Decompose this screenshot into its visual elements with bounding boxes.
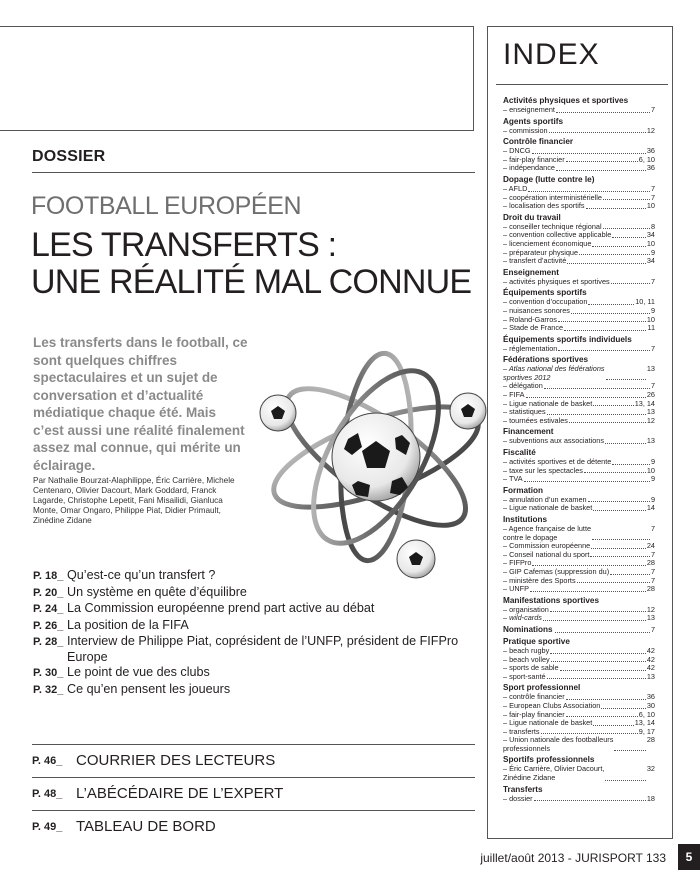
- index-entry-page: 6, 10: [638, 154, 655, 164]
- index-entry-label: – annulation d’un examen: [503, 494, 587, 504]
- index-entry-page: 13: [646, 407, 655, 417]
- index-entry-page: 36: [646, 692, 655, 702]
- dot-leader: [549, 127, 646, 134]
- index-section: [503, 213, 655, 266]
- dot-leader: [571, 307, 650, 314]
- dot-leader: [558, 345, 650, 352]
- index-entry-page: 7: [650, 549, 655, 559]
- dot-leader: [591, 542, 646, 549]
- dot-leader: [547, 408, 646, 415]
- index-entry-label: – European Clubs Association: [503, 700, 601, 710]
- index-entry-label: – Éric Carrière, Olivier Dacourt, Zinédine Zidane: [503, 764, 605, 783]
- index-entry[interactable]: [503, 765, 655, 782]
- index-entry[interactable]: [503, 106, 655, 115]
- index-entry-label: – transfert d’activité: [503, 256, 567, 266]
- authors-credit: Par Nathalie Bourzat-Alaphilippe, Éric Carrière, Michele Centenaro, Olivier Dacourt, Mark Goddard, Franck Lagarde, Christophe Lepetit, Fani Misailidi, Gianluca Monte, Omar Ongaro, Philippe Piat, Didier Primault, Zinédine Zidane: [33, 476, 235, 525]
- index-entry-label: – Ligue nationale de basket: [503, 718, 593, 728]
- section-label: DOSSIER: [32, 148, 475, 173]
- dot-leader: [530, 585, 646, 592]
- index-entry[interactable]: [503, 324, 655, 333]
- index-entry-label: – beach rugby: [503, 645, 550, 655]
- index-section: [503, 355, 655, 425]
- index-entry-page: 30: [646, 700, 655, 710]
- index-section: [503, 96, 655, 115]
- index-entry-page: 28: [646, 584, 655, 594]
- index-section: [503, 117, 655, 136]
- toc-item[interactable]: [33, 665, 473, 682]
- index-entry[interactable]: [503, 437, 655, 446]
- index-entry-label: – délégation: [503, 381, 543, 391]
- index-entry-label: – préparateur physique: [503, 247, 579, 257]
- feature-page: P. 48_: [32, 787, 63, 800]
- index-entry-label: – Conseil national du sport: [503, 549, 590, 559]
- index-entry-label: – ministère des Sports: [503, 575, 576, 585]
- index-entry-label: – Ligue nationale de basket: [503, 503, 593, 513]
- feature-title: COURRIER DES LECTEURS: [76, 752, 276, 769]
- toc-item[interactable]: [33, 585, 473, 602]
- index-entry-page: 10: [646, 465, 655, 475]
- index-section-title: Agents sportifs: [503, 116, 564, 126]
- index-entry-page: 10: [646, 314, 655, 324]
- dot-leader: [610, 568, 650, 575]
- dot-leader: [603, 194, 650, 201]
- index-entry[interactable]: [503, 736, 655, 753]
- index-section: [503, 625, 655, 635]
- index-entry-page: 9: [650, 474, 655, 484]
- dot-leader: [551, 656, 646, 663]
- index-entry-page: 32: [646, 764, 655, 774]
- dot-leader: [588, 298, 634, 305]
- dot-leader: [541, 728, 638, 735]
- index-entry-page: 42: [646, 645, 655, 655]
- index-entry-page: 10, 11: [635, 297, 655, 307]
- index-entry-page: 7: [650, 566, 655, 576]
- feature-page: P. 46_: [32, 754, 63, 767]
- index-entry-page: 13, 14: [634, 398, 655, 408]
- index-entry[interactable]: [503, 202, 655, 211]
- table-of-contents: [33, 568, 473, 698]
- dot-leader: [560, 664, 646, 671]
- index-entry[interactable]: [503, 504, 655, 513]
- football-atom-illustration: [252, 335, 500, 583]
- index-entry[interactable]: [503, 467, 655, 476]
- toc-title: Le point de vue des clubs: [67, 665, 210, 679]
- footer-issue: juillet/août 2013 - JURISPORT 133: [480, 851, 666, 865]
- index-entry-label: – FIFPro: [503, 558, 532, 568]
- index-entry-page: 36: [646, 163, 655, 173]
- index-entry-label: – sports de sable: [503, 663, 559, 673]
- index-entry-page: 34: [646, 230, 655, 240]
- index-entry-page: 9: [650, 494, 655, 504]
- toc-page: P. 18_: [33, 570, 64, 582]
- index-entry-page: 24: [646, 541, 655, 551]
- index-entry[interactable]: [503, 127, 655, 136]
- dot-leader: [532, 147, 646, 154]
- dot-leader: [612, 458, 650, 465]
- index-entry-label: – Stade de France: [503, 323, 564, 333]
- dot-leader: [586, 202, 646, 209]
- dot-leader: [605, 437, 646, 444]
- index-entry-page: 13: [646, 671, 655, 681]
- index-entry-page: 9: [650, 305, 655, 315]
- dot-leader: [612, 231, 646, 238]
- toc-title: Un système en quête d’équilibre: [67, 584, 247, 599]
- index-entry-label: – conseiller technique régional: [503, 221, 602, 231]
- index-entry-label: – TVA: [503, 474, 523, 484]
- small-ball-left: [260, 395, 296, 431]
- index-section: [503, 637, 655, 681]
- index-section-title: Contrôle financier: [503, 137, 574, 147]
- index-entry[interactable]: [503, 417, 655, 426]
- index-entry-page: 13, 14: [634, 718, 655, 728]
- index-section-title: Activités physiques et sportives: [503, 96, 629, 105]
- dot-leader: [603, 223, 650, 230]
- index-entry-page: 12: [646, 125, 655, 135]
- index-section: [503, 288, 655, 332]
- index-entry-label: – GIP Cafemas (suppression du): [503, 566, 610, 576]
- index-section: [503, 785, 655, 804]
- dot-leader: [524, 475, 650, 482]
- index-entry-label: – transferts: [503, 726, 540, 736]
- index-entry-label: – statistiques: [503, 407, 546, 417]
- toc-page: P. 20_: [33, 586, 64, 599]
- dot-leader: [588, 496, 650, 503]
- toc-page: P. 28_: [33, 636, 64, 648]
- toc-title: La position de la FIFA: [67, 617, 189, 632]
- index-entry-page: 26: [646, 390, 655, 400]
- page-number: 5: [678, 844, 700, 870]
- index-section-title: Dopage (lutte contre le): [503, 174, 595, 184]
- index-entry-page: 28: [646, 558, 655, 568]
- dot-leader: [593, 400, 633, 407]
- dot-leader: [606, 365, 646, 380]
- index-entry-page: 18: [646, 793, 655, 803]
- index-entry-page: 42: [646, 663, 655, 673]
- toc-item[interactable]: [33, 634, 473, 665]
- dot-leader: [566, 693, 646, 700]
- index-title: INDEX: [503, 38, 600, 71]
- index-section-title: Manifestations sportives: [503, 595, 599, 605]
- index-section: [503, 448, 655, 484]
- index-entry-label: – subventions aux associations: [503, 436, 605, 446]
- headline-line-2: UNE RÉALITÉ MAL CONNUE: [31, 263, 472, 301]
- dot-leader: [550, 606, 646, 613]
- index-entry-label: – organisation: [503, 604, 549, 614]
- index-entry-label: – contrôle financier: [503, 692, 565, 702]
- index-entry-label: – Atlas national des fédérations sportives 2012: [503, 364, 605, 382]
- index-section: [503, 137, 655, 173]
- toc-page: P. 30_: [33, 667, 64, 679]
- index-section: [503, 596, 655, 623]
- index-entry-label: – Agence française de lutte contre le dopage: [503, 524, 592, 542]
- index-entry-page: 12: [646, 604, 655, 614]
- index-entry-page: 11: [647, 323, 655, 333]
- index-entry[interactable]: [503, 278, 655, 287]
- index-entry-page: 36: [646, 146, 655, 156]
- index-entry-label: – licenciement économique: [503, 238, 592, 248]
- feature-title: L’ABÉCÉDAIRE DE L’EXPERT: [76, 785, 284, 802]
- index-entry[interactable]: [503, 585, 655, 594]
- index-section: [503, 683, 655, 753]
- headline-line-1: LES TRANSFERTS :: [31, 226, 337, 264]
- dot-leader: [566, 156, 638, 163]
- dot-leader: [611, 278, 650, 285]
- index-entry-label: – indépendance: [503, 163, 555, 173]
- index-section: [503, 268, 655, 287]
- index-entry-label: – Union nationale des footballeurs professionnels: [503, 735, 614, 753]
- index-section: [503, 515, 655, 594]
- index-entry-label: – commission: [503, 125, 548, 135]
- toc-page: P. 24_: [33, 603, 64, 615]
- index-entry-label: – enseignement: [503, 105, 555, 114]
- dot-leader: [593, 719, 633, 726]
- index-entry-page: 28: [646, 735, 655, 745]
- kicker: FOOTBALL EUROPÉEN: [31, 192, 302, 220]
- page-title: [31, 227, 481, 301]
- dot-leader: [547, 673, 646, 680]
- index-entry-label: – localisation des sportifs: [503, 201, 585, 211]
- dot-leader: [579, 249, 650, 256]
- feature-title: TABLEAU DE BORD: [76, 818, 216, 835]
- dot-leader: [566, 711, 638, 718]
- dot-leader: [534, 795, 646, 802]
- dot-leader: [532, 559, 645, 566]
- toc-item[interactable]: [33, 568, 473, 585]
- dot-leader: [590, 551, 650, 558]
- index-entry-page: 14: [646, 503, 655, 513]
- index-section: [503, 175, 655, 211]
- index-entry-page: 9, 17: [638, 726, 655, 736]
- index-entry-page: 7: [650, 183, 655, 193]
- index-entry-label: – réglementation: [503, 343, 558, 353]
- index-entry[interactable]: [503, 673, 655, 682]
- divider: [496, 84, 668, 85]
- index-section-title: Fiscalité: [503, 448, 536, 458]
- index-section: [503, 427, 655, 446]
- toc-title: Qu’est-ce qu’un transfert ?: [67, 568, 216, 582]
- toc-page: P. 32_: [33, 683, 64, 696]
- index-entry[interactable]: [503, 475, 655, 484]
- index-entry-label: – convention collective applicable: [503, 230, 612, 240]
- index-section-title: Enseignement: [503, 267, 559, 277]
- toc-title: La Commission européenne prend part active au débat: [67, 601, 375, 615]
- index-entry[interactable]: [503, 257, 655, 266]
- index-entry-page: 10: [646, 201, 655, 211]
- index-section-label: Nominations: [503, 624, 553, 634]
- index-entry-page: 8: [650, 221, 655, 231]
- dot-leader: [592, 240, 645, 247]
- index-entry-label: – nuisances sonores: [503, 305, 570, 315]
- feature-link-courrier[interactable]: [32, 744, 475, 776]
- index-entry[interactable]: [503, 795, 655, 804]
- dot-leader: [528, 185, 650, 192]
- index-entry-page: 7: [650, 624, 655, 634]
- index-entry-page: 9: [650, 247, 655, 257]
- index-entry-page: 7: [650, 343, 655, 353]
- index-entry-label: – activités physiques et sportives: [503, 276, 610, 286]
- index-entry-page: 9: [650, 457, 655, 467]
- index-section: [503, 755, 655, 782]
- index-entry[interactable]: [503, 614, 655, 623]
- feature-link-abecedaire[interactable]: [32, 777, 475, 809]
- index-section-title: [503, 625, 655, 635]
- index-entry-label: – sport-santé: [503, 671, 546, 681]
- index-entry-page: 42: [646, 654, 655, 664]
- toc-item[interactable]: [33, 682, 473, 699]
- index-entry-label: – coopération interministérielle: [503, 192, 602, 202]
- dot-leader: [593, 504, 646, 511]
- dot-leader: [556, 164, 646, 171]
- toc-page: P. 26_: [33, 619, 64, 632]
- dot-leader: [564, 324, 646, 331]
- index-entry-page: 7: [650, 105, 655, 114]
- lead-paragraph: Les transferts dans le football, ce sont quelques chiffres spectaculaires et un sujet de conversation et d’actualité médiatique chaque été. Mais c’est aussi une réalité finalement assez mal connue, qui mérite un éclairage.: [33, 335, 248, 473]
- dot-leader: [577, 577, 650, 584]
- feature-page: P. 49_: [32, 820, 63, 833]
- index-entry-page: 12: [646, 415, 655, 425]
- index-entry[interactable]: [503, 365, 655, 382]
- dot-leader: [567, 257, 646, 264]
- index-entry-label: – FIFA: [503, 390, 525, 400]
- index-entry-page: 6, 10: [638, 709, 655, 719]
- dot-leader: [544, 382, 650, 389]
- center-ball: [332, 413, 420, 501]
- index-entry-label: – Commission européenne: [503, 541, 591, 551]
- dot-leader: [550, 647, 646, 654]
- index-entry-label: – DNCG: [503, 146, 531, 156]
- index-entry-page: 7: [650, 192, 655, 202]
- header-frame: [0, 26, 474, 131]
- dot-leader: [601, 702, 646, 709]
- index-entry-page: 13: [646, 613, 655, 623]
- index-section-title: Transferts: [503, 784, 543, 794]
- dot-leader: [605, 765, 646, 780]
- index-entry-page: 7: [650, 575, 655, 585]
- index-section: [503, 335, 655, 354]
- dot-leader: [556, 106, 650, 113]
- toc-title: Interview de Philippe Piat, coprésident de l’UNFP, président de FIFPro Europe: [67, 634, 459, 664]
- index-entry[interactable]: [503, 164, 655, 173]
- index-entry-label: – convention d’occupation: [503, 297, 588, 307]
- toc-item[interactable]: [33, 618, 473, 635]
- index-entry-page: 10: [646, 238, 655, 248]
- dot-leader: [592, 525, 650, 540]
- dot-leader: [584, 467, 646, 474]
- index-entry-label: – tournées estivales: [503, 415, 568, 425]
- index-entry-label: – taxe sur les spectacles: [503, 465, 583, 475]
- index-entry-page: 13: [646, 364, 655, 374]
- index-section: [503, 486, 655, 513]
- index-entry-label: – activités sportives et de détente: [503, 457, 612, 467]
- index-section-title: Institutions: [503, 515, 548, 524]
- feature-link-tableau[interactable]: [32, 810, 475, 842]
- index-section-title: Sportifs professionnels: [503, 755, 595, 765]
- index-entry-page: 13: [646, 436, 655, 446]
- index-entry-label: – dossier: [503, 793, 533, 803]
- index-section-title: Sport professionnel: [503, 683, 581, 693]
- index-entry-page: 7: [650, 524, 655, 533]
- dot-leader: [569, 417, 646, 424]
- dot-leader: [543, 614, 646, 621]
- index-section-title: Équipements sportifs: [503, 288, 587, 298]
- toc-title: Ce qu’en pensent les joueurs: [67, 681, 231, 696]
- index-entry[interactable]: [503, 382, 655, 391]
- index-section-title: Équipements sportifs individuels: [503, 334, 632, 344]
- index-entry-label: – fair-play financier: [503, 154, 565, 164]
- index-entry-label: – Ligue nationale de basket: [503, 398, 593, 408]
- index-entry[interactable]: [503, 345, 655, 354]
- index-entry-label: – beach volley: [503, 654, 550, 664]
- index-section-title: Financement: [503, 427, 554, 437]
- toc-item[interactable]: [33, 601, 473, 618]
- index-entry-label: – wild-cards: [503, 613, 542, 623]
- index-entry[interactable]: [503, 525, 655, 542]
- index-entry-label: – fair-play financier: [503, 709, 565, 719]
- small-ball-right: [450, 393, 486, 429]
- index-entry-label: – Roland-Garros: [503, 314, 557, 324]
- index-section-title: Pratique sportive: [503, 636, 570, 646]
- index-entry-page: 7: [650, 276, 655, 286]
- dot-leader: [614, 736, 646, 751]
- index-section-title: Droit du travail: [503, 212, 561, 222]
- dot-leader: [526, 391, 646, 398]
- index-entry-page: 7: [650, 381, 655, 391]
- index-list: [503, 96, 655, 805]
- index-entry-page: 34: [646, 256, 655, 266]
- index-entry-label: – UNFP: [503, 584, 529, 594]
- dot-leader: [558, 316, 646, 323]
- index-section-title: Fédérations sportives: [503, 355, 589, 365]
- index-entry-label: – AFLD: [503, 183, 528, 193]
- index-section-title: Formation: [503, 485, 544, 495]
